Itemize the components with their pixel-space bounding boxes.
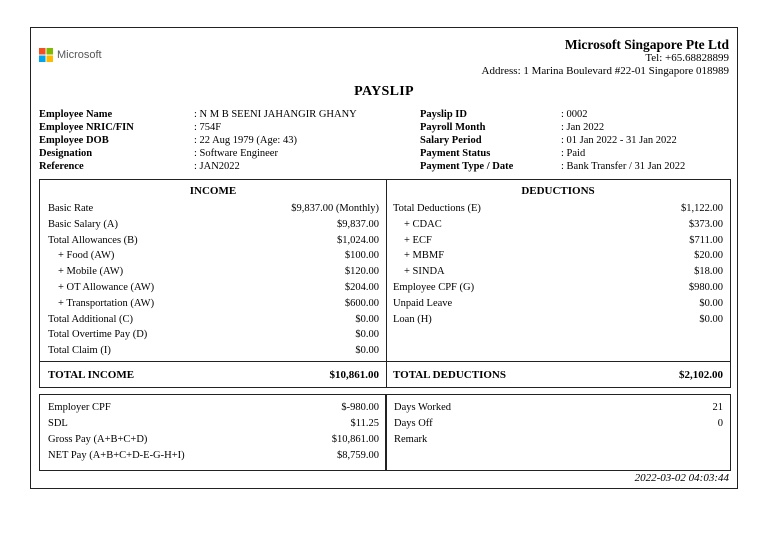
info-row [420, 108, 685, 121]
info-row [39, 160, 357, 173]
row-label: Days Off [394, 418, 433, 429]
row-label: + CDAC [404, 218, 442, 230]
info-label: Payment Status [420, 148, 491, 159]
info-value: : N M B SEENI JAHANGIR GHANY [194, 109, 357, 120]
payslip-sheet [30, 27, 738, 489]
row-label: SDL [48, 418, 68, 429]
info-row [39, 147, 357, 160]
deductions-column [386, 180, 730, 387]
info-row [39, 108, 357, 121]
row-label: + Food (AW) [58, 250, 115, 262]
income-row [40, 248, 386, 264]
deduction-row [386, 248, 730, 264]
generated-timestamp: 2022-03-02 04:03:44 [634, 472, 729, 484]
row-value: $9,837.00 (Monthly) [291, 203, 379, 214]
row-value: 0 [717, 418, 723, 429]
row-value: $11.25 [350, 418, 379, 429]
row-value: $20.00 [694, 250, 723, 262]
deduction-row [386, 312, 730, 328]
info-value: : Jan 2022 [561, 122, 605, 133]
row-value: $0.00 [355, 313, 379, 325]
info-label: Employee DOB [39, 135, 109, 146]
income-row [40, 264, 386, 280]
row-label: + Mobile (AW) [58, 266, 124, 278]
row-value: $0.00 [355, 345, 379, 357]
summary-row [40, 432, 386, 448]
info-label: Employee Name [39, 109, 113, 120]
summary-table [39, 394, 731, 471]
total-label: TOTAL DEDUCTIONS [393, 369, 506, 381]
divider [40, 361, 386, 362]
row-value: $373.00 [688, 218, 723, 230]
info-row [420, 121, 685, 134]
row-label: Gross Pay (A+B+C+D) [48, 434, 148, 445]
deductions-header: DEDUCTIONS [521, 185, 595, 197]
income-deductions-table [39, 179, 731, 388]
row-label: Total Overtime Pay (D) [48, 329, 148, 341]
row-label: Total Claim (I) [48, 345, 111, 357]
logo-text: Microsoft [57, 49, 102, 61]
row-value: $980.00 [688, 281, 723, 293]
row-label: + MBMF [404, 250, 445, 262]
deduction-row [386, 201, 730, 217]
info-label: Payment Type / Date [420, 161, 514, 172]
row-label: Total Deductions (E) [393, 203, 481, 214]
total-deductions-row [386, 369, 730, 381]
row-label: + OT Allowance (AW) [58, 281, 155, 293]
row-label: Total Additional (C) [48, 313, 134, 325]
row-value: $0.00 [355, 329, 379, 341]
row-label: + ECF [404, 234, 432, 246]
row-value: $204.00 [344, 281, 379, 293]
employee-info [39, 108, 357, 173]
divider [386, 361, 730, 362]
income-row [40, 312, 386, 328]
row-value: $18.00 [694, 266, 723, 278]
payslip-info [420, 108, 685, 173]
deduction-row [386, 280, 730, 296]
deduction-row [386, 233, 730, 249]
info-label: Payroll Month [420, 122, 486, 133]
row-value: $1,122.00 [681, 203, 723, 214]
info-value: : Software Engineer [194, 148, 278, 159]
microsoft-logo-icon [39, 48, 53, 62]
income-row [40, 233, 386, 249]
company-address: Address: 1 Marina Boulevard #22-01 Singapore 018989 [481, 65, 729, 77]
company-tel: Tel: +65.68828899 [645, 52, 729, 64]
row-value: $100.00 [344, 250, 379, 262]
summary-right-column [386, 395, 730, 470]
row-label: + SINDA [404, 266, 445, 278]
income-row [40, 327, 386, 343]
total-income-row [40, 369, 386, 381]
row-label: Employer CPF [48, 402, 111, 413]
info-row [420, 134, 685, 147]
deduction-row [386, 264, 730, 280]
row-label: NET Pay (A+B+C+D-E-G-H+I) [48, 450, 185, 461]
row-label: Basic Salary (A) [48, 218, 118, 230]
row-label: Employee CPF (G) [393, 281, 475, 293]
row-value: $9,837.00 [337, 218, 379, 230]
deduction-row [386, 217, 730, 233]
company-info [482, 37, 729, 78]
page-title: PAYSLIP [354, 84, 414, 99]
info-value: : JAN2022 [194, 161, 240, 172]
info-value: : Paid [561, 148, 586, 159]
summary-left-column [40, 395, 387, 470]
info-value: : 01 Jan 2022 - 31 Jan 2022 [561, 135, 677, 146]
summary-row [386, 432, 730, 448]
income-row [40, 296, 386, 312]
info-label: Designation [39, 148, 93, 159]
row-value: $-980.00 [341, 402, 379, 413]
info-row [420, 160, 685, 173]
income-column [40, 180, 387, 387]
total-label: TOTAL INCOME [48, 369, 135, 381]
row-value: 21 [712, 402, 723, 413]
company-name: Microsoft Singapore Pte Ltd [564, 37, 729, 52]
info-value: : 22 Aug 1979 (Age: 43) [194, 135, 297, 146]
info-label: Reference [39, 161, 84, 172]
row-value: $120.00 [344, 266, 379, 278]
info-label: Payslip ID [420, 109, 467, 120]
row-label: Loan (H) [393, 313, 432, 325]
row-label: Unpaid Leave [393, 297, 453, 309]
total-value: $2,102.00 [679, 369, 723, 381]
summary-row [386, 416, 730, 432]
row-value: $0.00 [699, 313, 723, 325]
summary-row [386, 400, 730, 416]
row-label: + Transportation (AW) [58, 297, 155, 309]
info-row [39, 134, 357, 147]
row-label: Basic Rate [48, 203, 94, 214]
row-value: $0.00 [699, 297, 723, 309]
info-label: Salary Period [420, 135, 482, 146]
row-value: $711.00 [689, 234, 723, 246]
row-value: $10,861.00 [331, 434, 379, 445]
income-header: INCOME [189, 185, 237, 197]
row-label: Remark [394, 434, 428, 445]
row-label: Total Allowances (B) [48, 234, 138, 246]
summary-row [40, 400, 386, 416]
income-row [40, 217, 386, 233]
company-logo [39, 48, 102, 62]
info-value: : 754F [194, 122, 222, 133]
row-label: Days Worked [394, 402, 451, 413]
summary-row [40, 448, 386, 464]
row-value: $600.00 [344, 297, 379, 309]
row-value: $8,759.00 [337, 450, 379, 461]
info-value: : 0002 [561, 109, 588, 120]
income-row [40, 280, 386, 296]
row-value: $1,024.00 [337, 234, 379, 246]
info-value: : Bank Transfer / 31 Jan 2022 [561, 161, 686, 172]
income-row [40, 201, 386, 217]
deduction-row [386, 296, 730, 312]
info-row [420, 147, 685, 160]
total-value: $10,861.00 [329, 369, 379, 381]
info-label: Employee NRIC/FIN [39, 122, 134, 133]
income-row [40, 343, 386, 359]
info-row [39, 121, 357, 134]
summary-row [40, 416, 386, 432]
